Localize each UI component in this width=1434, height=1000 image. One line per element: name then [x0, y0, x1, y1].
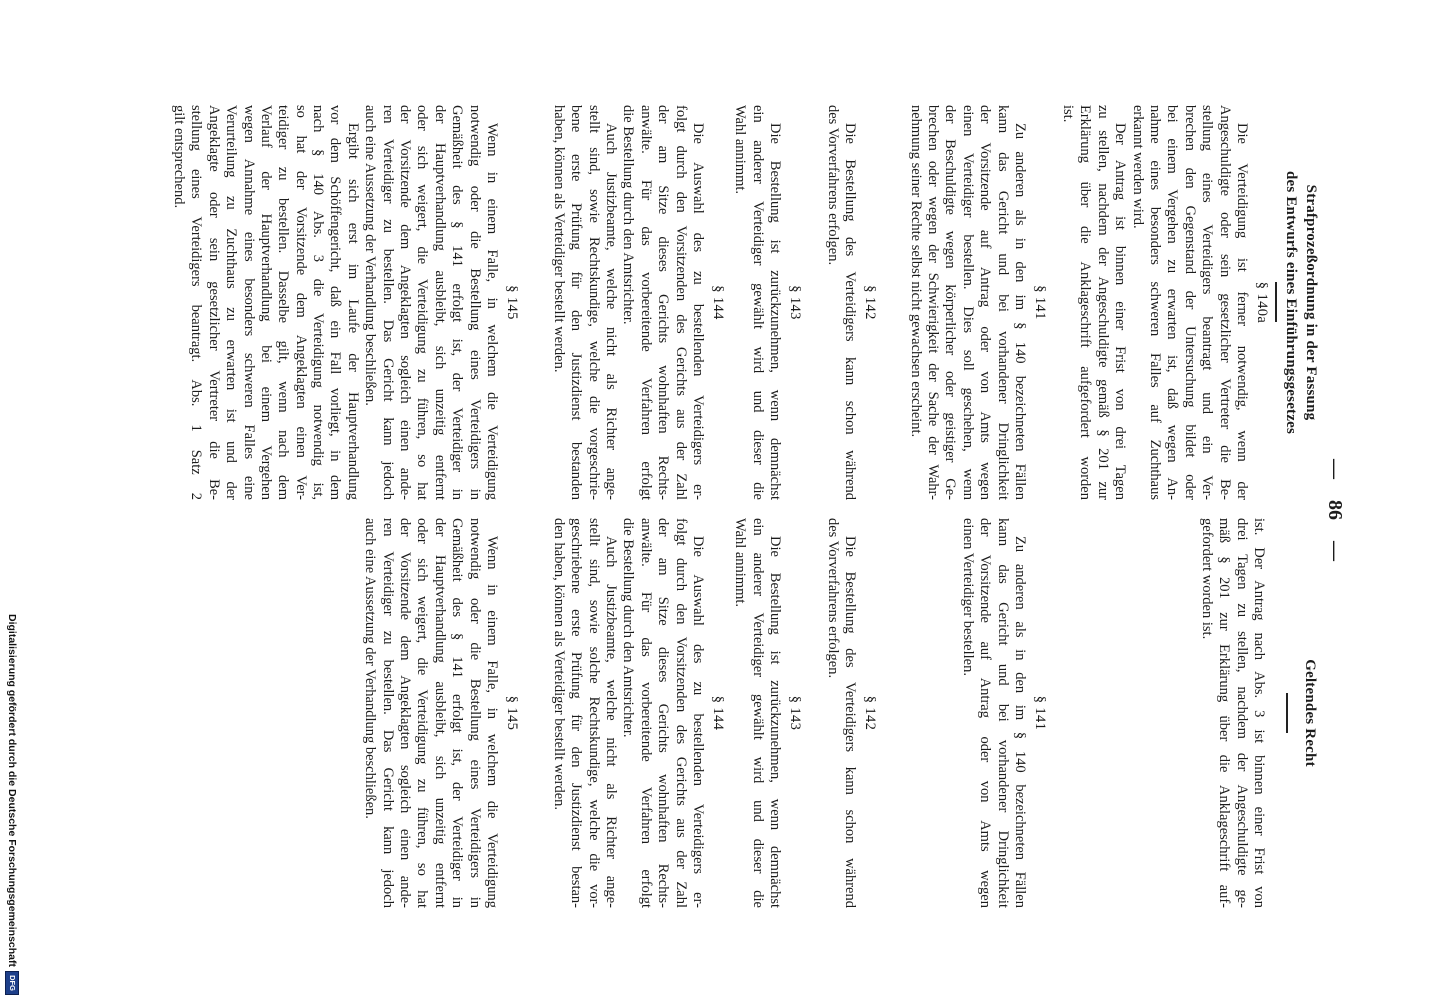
text-line: der am Sitze dieses Gerichts wohnhaften Rechts- — [655, 105, 672, 500]
text-line: einen Verteidiger bestellen. — [959, 518, 976, 676]
paragraph — [361, 518, 500, 908]
heading-rule — [1276, 282, 1278, 322]
text-line: Die Bestellung ist zurückzunehmen, wenn demnächst — [767, 123, 783, 500]
text-line: drei Tagen zu stellen, nachdem der Angeschuldigte ge- — [1233, 518, 1250, 908]
text-line: stellt sind, sowie solche Rechtskundige, welche die vor- — [585, 518, 602, 908]
text-line: folgt durch den Vorsitzenden des Gerichts aus der Zahl — [672, 518, 689, 908]
dfg-logo-icon: DFG — [5, 971, 19, 995]
text-line: ren Verteidiger zu bestellen. Das Gericht kann jedoch — [379, 105, 396, 500]
text-line: nehmung seiner Rechte selbst nicht gewachsen erscheint. — [907, 105, 924, 438]
text-line: so hat der Vorsitzende dem Angeklagten einen Ver- — [292, 105, 309, 500]
paragraph — [549, 518, 619, 908]
paragraph — [1059, 105, 1129, 500]
section-right-145 — [361, 518, 521, 908]
text-line: brechen oder wegen der Schwierigkeit der Sache der Wahr- — [925, 105, 942, 500]
text-line: einen Verteidiger bestellen. Dies soll geschehen, wenn — [959, 105, 976, 500]
column-heading-line: des Entwurfs eines Einführungsgesetzes — [1283, 170, 1299, 435]
paragraph — [731, 105, 783, 500]
text-line: die Bestellung durch den Amtsrichter. — [620, 105, 637, 325]
section-title: § 140a — [1254, 281, 1270, 324]
text-line: auch eine Aussetzung der Verhandlung beschließen. — [362, 105, 379, 406]
paragraph — [619, 105, 706, 500]
text-line: der Hauptverhandlung ausbleibt, sich unzeitig entfernt — [431, 518, 448, 908]
text-line: Wahl annimmt. — [732, 105, 749, 195]
text-line: mäß § 201 zur Erklärung über die Anklageschrift auf- — [1216, 518, 1233, 908]
text-line: die Bestellung durch den Amtsrichter. — [620, 518, 637, 738]
paragraph — [906, 105, 1028, 500]
paragraph — [549, 105, 619, 500]
text-line: nahme eines besonders schweren Falles auf Zuchthaus — [1147, 105, 1164, 500]
section-title: § 144 — [710, 695, 726, 731]
section-right-143 — [731, 518, 804, 908]
column-heading-current-law: Geltendes Recht — [1302, 659, 1318, 767]
section-left-143 — [731, 105, 804, 500]
text-line: notwendig oder die Bestellung eines Verteidigers in — [466, 518, 483, 908]
section-title: § 142 — [862, 695, 878, 731]
text-line: vor dem Schöffengericht, daß ein Fall vorliegt, in dem — [327, 105, 344, 500]
column-heading-draft — [1281, 105, 1321, 500]
text-line: Angeschuldigte oder sein gesetzlicher Vertreter die Be- — [1216, 105, 1233, 500]
text-line: Wahl annimmt. — [732, 518, 749, 608]
paragraph — [170, 105, 361, 500]
text-line: der Vorsitzende auf Antrag oder von Amts wegen — [977, 518, 994, 908]
text-line: Die Verteidigung ist ferner notwendig, wenn der — [1234, 123, 1250, 500]
text-line: Der Antrag ist binnen einer Frist von drei Tagen — [1112, 123, 1129, 500]
paragraph — [823, 518, 858, 908]
text-line: der Beschuldigte wegen körperlicher oder geistiger Ge- — [942, 105, 959, 500]
text-line: kann das Gericht und bei vorhandener Dringlichkeit — [994, 105, 1011, 500]
section-left-144 — [549, 105, 727, 500]
text-line: teidiger zu bestellen. Dasselbe gilt, wenn nach dem — [275, 105, 292, 500]
text-line: anwälte. Für das vorbereitende Verfahren erfolgt — [637, 518, 654, 908]
text-line: erkannt werden wird. — [1129, 105, 1146, 229]
section-left-142 — [823, 105, 879, 500]
text-line: stellung eines Verteidigers beantragt. Abs. 1 Satz 2 — [188, 105, 205, 500]
paragraph — [361, 105, 500, 500]
section-title: § 142 — [862, 285, 878, 320]
text-line: notwendig oder die Bestellung eines Verteidigers in — [466, 105, 483, 500]
section-continuation — [1197, 518, 1267, 908]
text-line: anwälte. Für das vorbereitende Verfahren erfolgt — [637, 105, 654, 500]
text-line: Verlauf der Hauptverhandlung bei einem Vergehen — [257, 105, 274, 500]
paragraph — [1197, 518, 1267, 908]
text-line: Auch Justizbeamte, welche nicht als Richter ange- — [603, 536, 620, 908]
text-line: geschriebene erste Prüfung für den Justizdienst bestan- — [568, 518, 585, 908]
text-line: des Vorverfahrens erfolgen. — [824, 105, 841, 266]
text-line: oder sich weigert, die Verteidigung zu führen, so hat — [414, 518, 431, 908]
text-line: Verurteilung zu Zuchthaus zu erwarten ist und der — [223, 105, 240, 500]
section-left-141 — [906, 105, 1049, 500]
text-line: Die Auswahl des zu bestellenden Verteidigers er- — [690, 536, 706, 908]
text-line: Auch Justizbeamte, welche nicht als Richter ange- — [603, 123, 620, 500]
text-line: der Vorsitzende dem Angeklagten sogleich einen ande- — [397, 518, 414, 908]
column-heading-line: Strafprozeßordnung in der Fassung — [1303, 184, 1319, 421]
text-line: Die Auswahl des zu bestellenden Verteidigers er- — [690, 123, 706, 500]
section-title: § 145 — [504, 695, 520, 731]
text-line: Wenn in einem Falle, in welchem die Verteidigung — [484, 123, 500, 500]
text-line: Die Bestellung des Verteidigers kann schon während — [842, 536, 858, 908]
section-right-141 — [958, 518, 1049, 908]
heading-rule — [1287, 693, 1289, 733]
section-left-140a — [1059, 105, 1271, 500]
text-line: wegen Annahme eines besonders schweren Falles eine — [240, 105, 257, 500]
text-line: ren Verteidiger zu bestellen. Das Gericht kann jedoch — [379, 518, 396, 908]
text-line: folgt durch den Vorsitzenden des Gerichts aus der Zahl — [672, 105, 689, 500]
text-line: bei einem Vergehen zu erwarten ist, daß wegen An- — [1164, 105, 1181, 500]
section-right-144 — [549, 518, 727, 908]
text-line: ein anderer Verteidiger gewählt wird und dieser die — [749, 518, 766, 908]
text-line: haben, können als Verteidiger bestellt werden. — [550, 105, 567, 373]
paragraph — [731, 518, 783, 908]
text-line: Gemäßheit des § 141 erfolgt ist, der Verteidiger in — [449, 518, 466, 908]
text-line: ein anderer Verteidiger gewählt wird und dieser die — [749, 105, 766, 500]
text-line: des Vorverfahrens erfolgen. — [824, 518, 841, 679]
section-title: § 143 — [787, 285, 803, 320]
text-line: Erklärung über die Anklageschrift aufgefordert worden — [1077, 105, 1094, 500]
credit-text: Digitalisierung gefördert durch die Deutsche Forschungsgemeinschaft — [6, 614, 18, 967]
section-title: § 141 — [1032, 695, 1048, 731]
text-line: ist. Der Antrag nach Abs. 3 ist binnen einer Frist von — [1251, 518, 1267, 908]
text-line: Die Bestellung ist zurückzunehmen, wenn demnächst — [767, 536, 783, 908]
text-line: gefordert worden ist. — [1198, 518, 1215, 640]
text-line: Gemäßheit des § 141 erfolgt ist, der Verteidiger in — [449, 105, 466, 500]
text-line: bene erste Prüfung für den Justizdienst bestanden — [568, 105, 585, 500]
text-line: stellt sind, sowie Rechtskundige, welche die vorgeschrie- — [585, 105, 602, 500]
paragraph — [619, 518, 706, 908]
section-title: § 145 — [504, 285, 520, 320]
text-line: der Vorsitzende auf Antrag oder von Amts wegen — [977, 105, 994, 500]
section-right-142 — [823, 518, 879, 908]
section-left-145 — [170, 105, 521, 500]
text-line: der Vorsitzende dem Angeklagten sogleich einen ande- — [397, 105, 414, 500]
text-line: gilt entsprechend. — [170, 105, 187, 209]
paragraph — [958, 518, 1028, 908]
text-line: ist. — [1060, 105, 1077, 123]
digitization-credit — [5, 614, 19, 995]
page-number: — 86 — — [1324, 459, 1346, 561]
text-line: Die Bestellung des Verteidigers kann schon während — [842, 123, 858, 500]
paragraph — [1128, 105, 1250, 500]
text-line: oder sich weigert, die Verteidigung zu führen, so hat — [414, 105, 431, 500]
section-title: § 144 — [710, 285, 726, 320]
section-title: § 143 — [787, 695, 803, 731]
text-line: auch eine Aussetzung der Verhandlung beschließen. — [362, 518, 379, 819]
text-line: Wenn in einem Falle, in welchem die Verteidigung — [484, 536, 500, 908]
text-line: zu stellen, nachdem der Angeschuldigte gemäß § 201 zur — [1094, 105, 1111, 500]
text-line: stellung eines Verteidigers beantragt und ein Ver- — [1199, 105, 1216, 500]
text-line: der Hauptverhandlung ausbleibt, sich unzeitig entfernt — [431, 105, 448, 500]
text-line: Zu anderen als in den im § 140 bezeichneten Fällen — [1012, 536, 1028, 908]
text-line: Ergibt sich erst im Laufe der Hauptverhandlung — [344, 123, 361, 500]
text-line: kann das Gericht und bei vorhandener Dringlichkeit — [994, 518, 1011, 908]
paragraph — [823, 105, 858, 500]
text-line: den haben, können als Verteidiger bestellt werden. — [550, 518, 567, 811]
text-line: nach § 140 Abs. 3 die Verteidigung notwendig ist, — [310, 105, 327, 500]
text-line: der am Sitze dieses Gerichts wohnhaften Rechts- — [655, 518, 672, 908]
text-line: Angeklagte oder sein gesetzlicher Vertreter die Be- — [205, 105, 222, 500]
text-line: Zu anderen als in den im § 140 bezeichneten Fällen — [1012, 123, 1028, 500]
section-title: § 141 — [1032, 285, 1048, 320]
text-line: brechen den Gegenstand der Untersuchung bildet oder — [1181, 105, 1198, 500]
